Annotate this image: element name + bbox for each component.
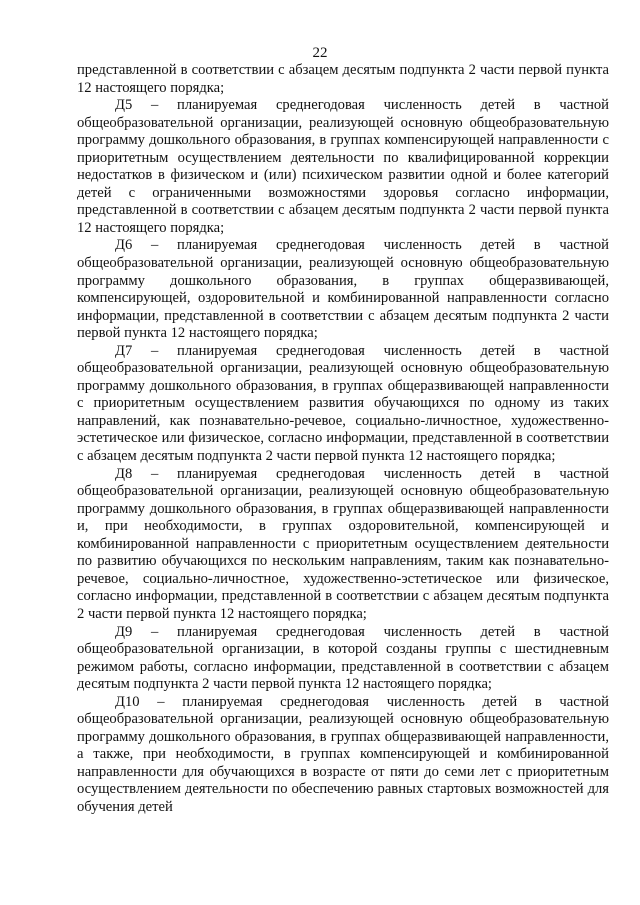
paragraph-d9: Д9 – планируемая среднегодовая численность детей в частной общеобразовательной организации, в которой созданы группы с шестидневным режимом работы, согласно информации, представленной в соответствии с абзацем десятым подпункта 2 части первой пункта 12 настоящего порядка;	[77, 623, 609, 693]
paragraph-d6: Д6 – планируемая среднегодовая численность детей в частной общеобразовательной организации, реализующей основную общеобразовательную программу дошкольного образования, в группах общеразвивающей, компенсирующей, оздоровительной и комбинированной направленности согласно информации, представленной в соответствии с абзацем десятым подпункта 2 части первой пункта 12 настоящего порядка;	[77, 237, 609, 342]
paragraph-d10: Д10 – планируемая среднегодовая численность детей в частной общеобразовательной организации, реализующей основную общеобразовательную программу дошкольного образования, в группах общеразвивающей направленности, а также, при необходимости, в группах компенсирующей и комбинированной направленности для обучающихся в возрасте от пяти до семи лет с приоритетным осуществлением деятельности по обеспечению равных стартовых возможностей для обучения детей	[77, 693, 609, 815]
paragraph-d8: Д8 – планируемая среднегодовая численность детей в частной общеобразовательной организации, реализующей основную общеобразовательную программу дошкольного образования, в группах общеразвивающей направленности и, при необходимости, в группах оздоровительной, компенсирующей и комбинированной направленности с приоритетным осуществлением деятельности по развитию обучающихся по нескольким направлениям, таким как познавательно-речевое, социально-личностное, художественно-эстетическое или физическое, согласно информации, представленной в соответствии с абзацем десятым подпункта 2 части первой пункта 12 настоящего порядка;	[77, 465, 609, 622]
page-number: 22	[312, 45, 328, 61]
document-body	[77, 62, 609, 817]
paragraph-d7: Д7 – планируемая среднегодовая численность детей в частной общеобразовательной организации, реализующей основную общеобразовательную программу дошкольного образования, в группах общеразвивающей направленности с приоритетным осуществлением развития обучающихся по одному из таких направлений, как познавательно-речевое, социально-личностное, художественно-эстетическое или физическое, согласно информации, представленной в соответствии с абзацем десятым подпункта 2 части первой пункта 12 настоящего порядка;	[77, 342, 609, 465]
paragraph-continuation: представленной в соответствии с абзацем десятым подпункта 2 части первой пункта 12 настоящего порядка;	[77, 62, 609, 96]
paragraph-d5: Д5 – планируемая среднегодовая численность детей в частной общеобразовательной организации, реализующей основную общеобразовательную программу дошкольного образования, в группах компенсирующей направленности с приоритетным осуществлением деятельности по квалифицированной коррекции недостатков в физическом и (или) психическом развитии одной и более категорий детей с ограниченными возможностями здоровья согласно информации, представленной в соответствии с абзацем десятым подпункта 2 части первой пункта 12 настоящего порядка;	[77, 97, 609, 236]
